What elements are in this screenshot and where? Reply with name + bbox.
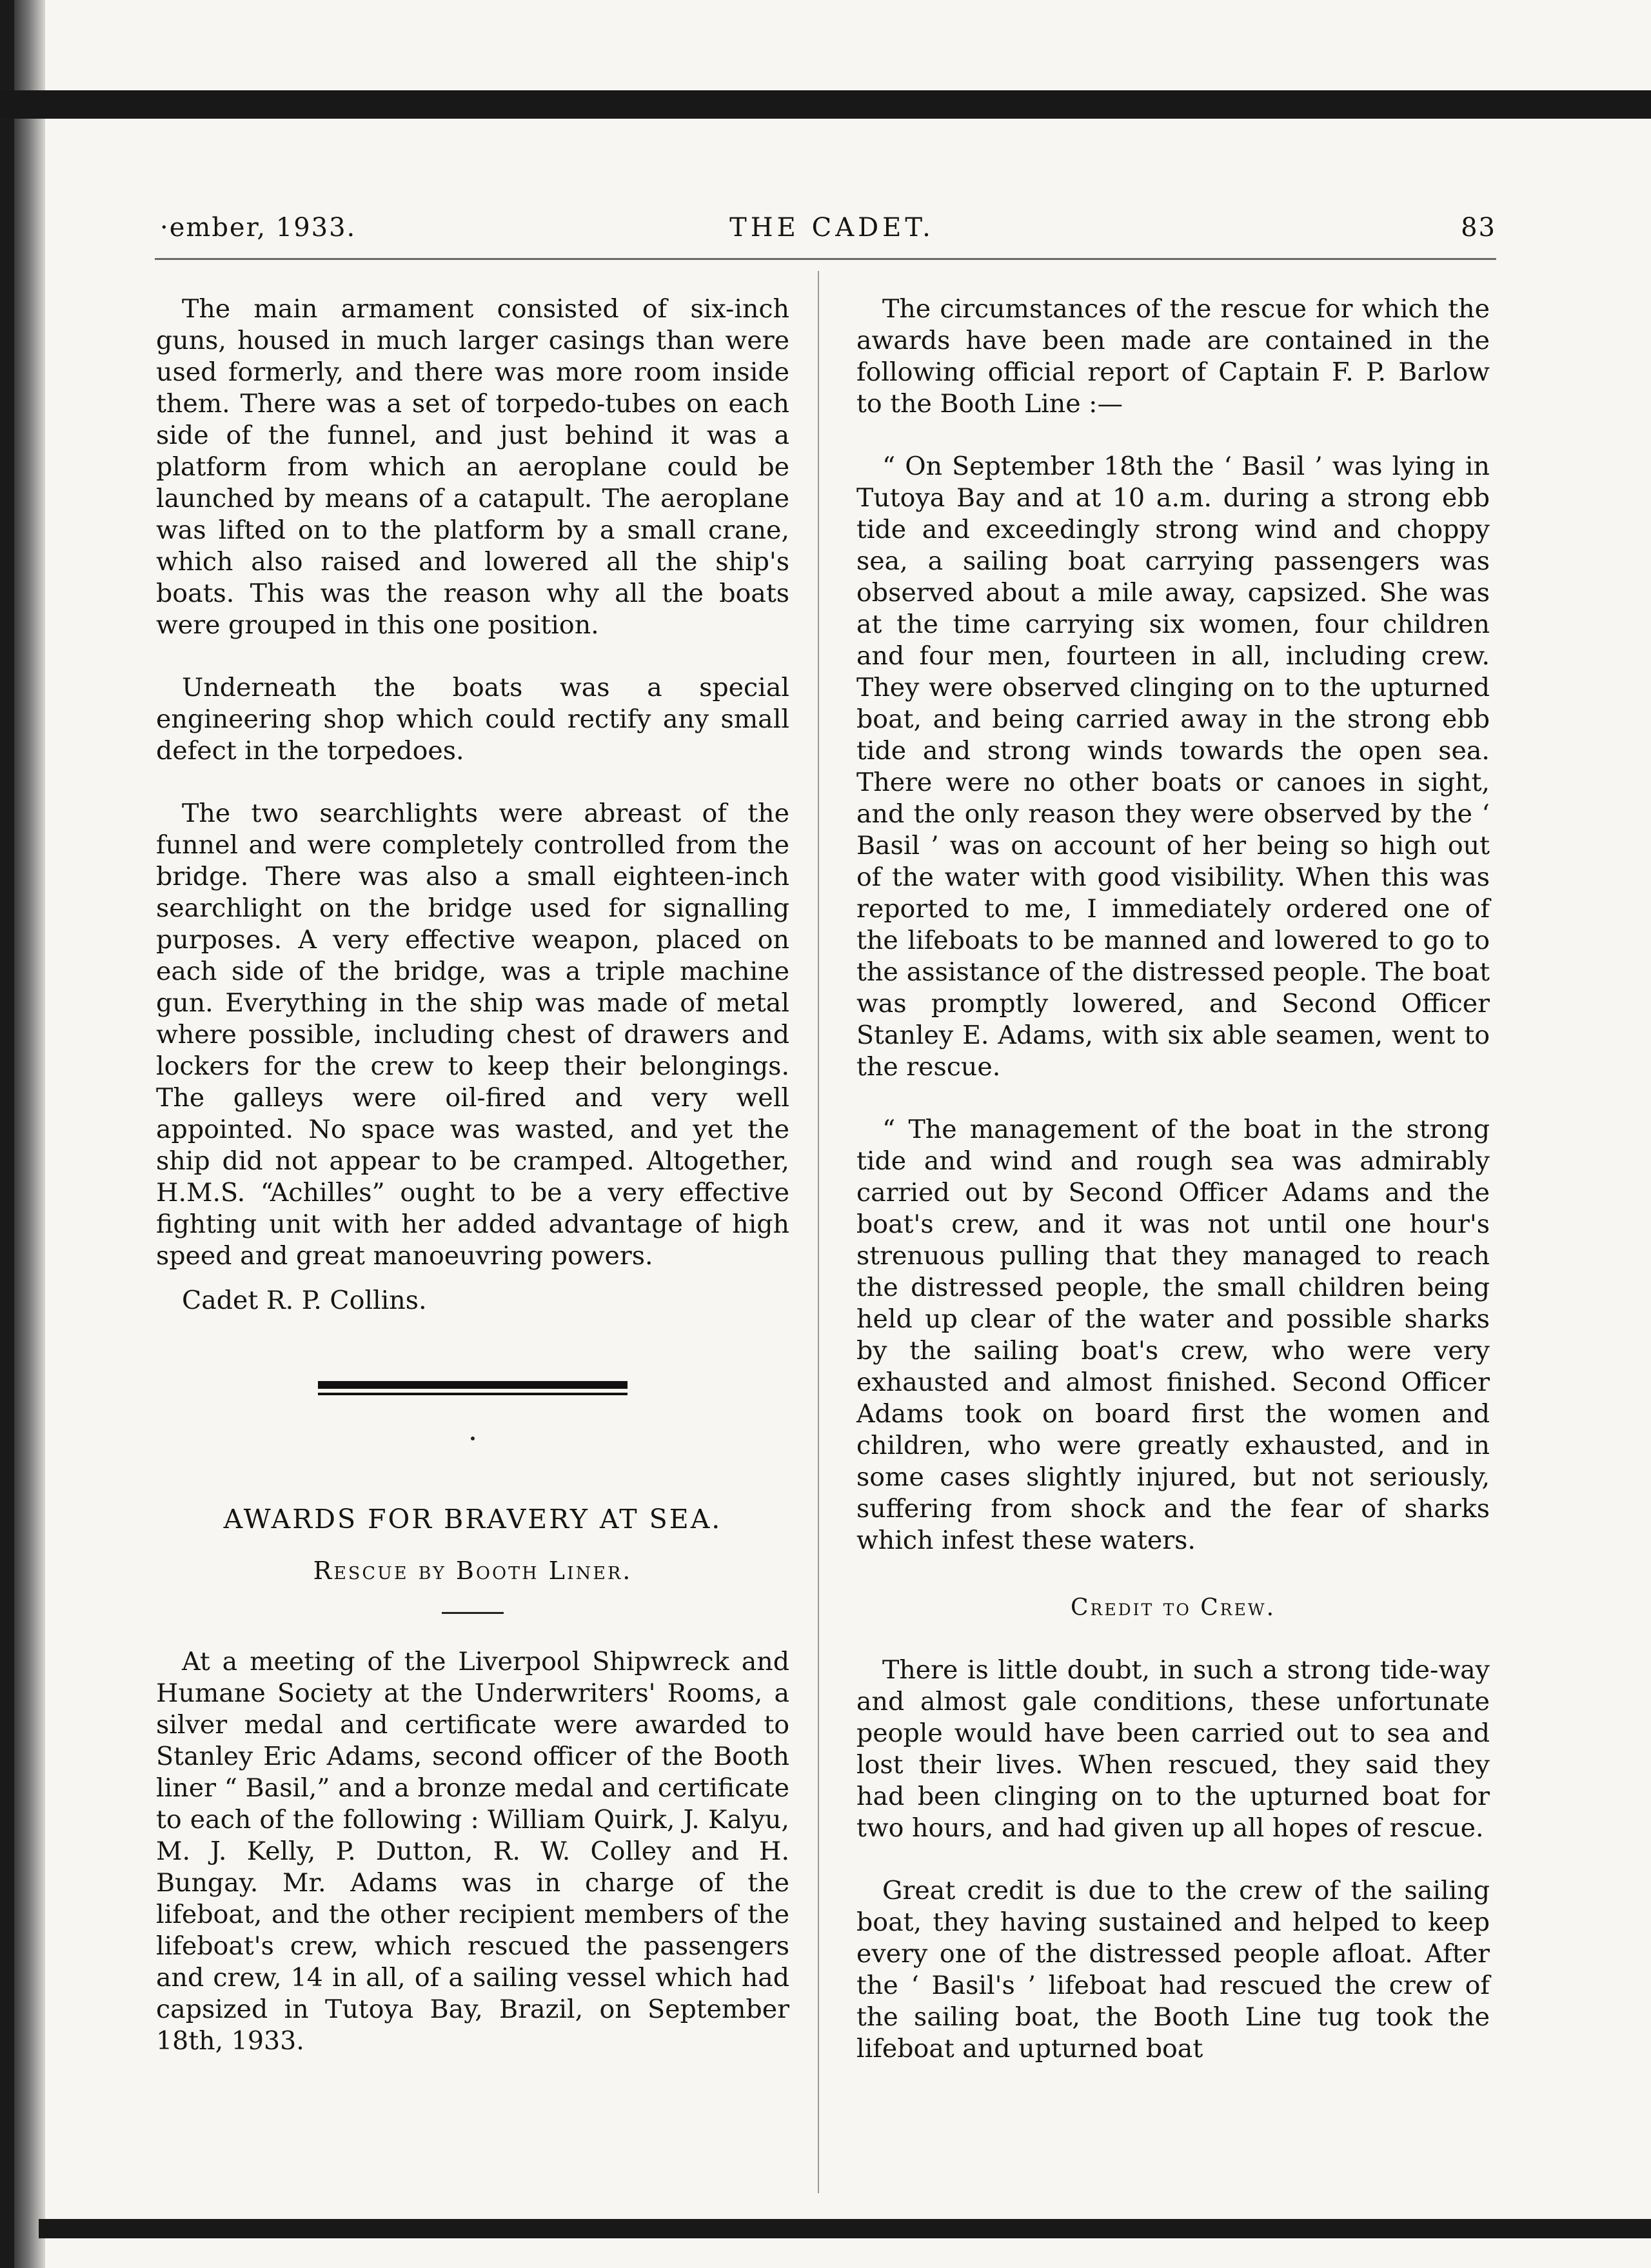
paragraph: Underneath the boats was a special engineering shop which could rectify any small defect in the torpedoes. <box>156 673 789 766</box>
article-subtitle: Rescue by Booth Liner. <box>313 1557 633 1585</box>
header-rule <box>155 258 1496 260</box>
article-title: AWARDS FOR BRAVERY AT SEA. <box>223 1504 722 1535</box>
paragraph: “ The management of the boat in the strong tide and wind and rough sea was admirably carried out by Second Officer Adams and the boat's crew, and it was not until one hour's strenuous pulling that they managed to reach the distressed people, the small children being held up clear of the water and possible sharks by the sailing boat's crew, who were very exhausted and almost finished. Second Officer Adams took on board first the women and children, who were greatly exhausted, and in some cases slightly injured, but not seriously, suffering from shock and the fear of sharks which infest these waters. <box>856 1115 1490 1555</box>
paragraph: The main armament consisted of six-inch guns, housed in much larger casings than were used formerly, and there was more room inside them. There was a set of torpedo-tubes on each side of the funnel, and just behind it was a platform from which an aeroplane could be launched by means of a catapult. The aeroplane was lifted on to the platform by a small crane, which also raised and lowered all the ship's boats. This was the reason why all the boats were grouped in this one position. <box>156 294 789 640</box>
paragraph: Great credit is due to the crew of the sailing boat, they having sustained and helped to keep every one of the distressed people afloat. After the ‘ Basil's ’ lifeboat had rescued the crew of the sailing boat, the Booth Line tug took the lifeboat and upturned boat <box>856 1876 1490 2064</box>
scan-left-binding <box>0 0 14 2268</box>
column-divider <box>818 271 819 2193</box>
header-title: THE CADET. <box>729 213 934 243</box>
scan-bottom-band <box>39 2219 1651 2238</box>
section-title: Credit to Crew. <box>1070 1595 1276 1621</box>
paragraph: The circumstances of the rescue for which the awards have been made are contained in the following official report of Captain F. P. Barlow to the Booth Line :— <box>856 294 1490 419</box>
paragraph: The two searchlights were abreast of the funnel and were completely controlled from the bridge. There was also a small eighteen-inch searchlight on the bridge used for signalling purposes. A very effective weapon, placed on each side of the bridge, was a triple machine gun. Everything in the ship was made of metal where possible, including chest of drawers and lockers for the crew to keep their belongings. The galleys were oil-fired and very well appointed. No space was wasted, and yet the ship did not appear to be cramped. Altogether, H.M.S. “Achilles” ought to be a very effective fighting unit with her added advantage of high speed and great manoeuvring powers. <box>156 799 789 1271</box>
paragraph: There is little doubt, in such a strong tide-way and almost gale conditions, these unfortunate people would have been carried out to sea and lost their lives. When rescued, they said they had been clinging on to the upturned boat for two hours, and had given up all hopes of rescue. <box>856 1655 1490 1843</box>
section-rule-thick <box>318 1381 628 1389</box>
header-date: ·ember, 1933. <box>160 213 357 243</box>
page-number: 83 <box>1461 213 1496 243</box>
author-signature: Cadet R. P. Collins. <box>182 1286 427 1315</box>
scan-top-band <box>0 90 1651 119</box>
paragraph: At a meeting of the Liverpool Shipwreck and Humane Society at the Underwriters' Rooms, a silver medal and certificate were awarded to Stanley Eric Adams, second officer of the Booth liner “ Basil,” and a bronze medal and certificate to each of the following : William Quirk, J. Kalyu, M. J. Kelly, P. Dutton, R. W. Colley and H. Bungay. Mr. Adams was in charge of the lifeboat, and the other recipient members of the lifeboat's crew, which rescued the passengers and crew, 14 in all, of a sailing vessel which had capsized in Tutoya Bay, Brazil, on September 18th, 1933. <box>156 1647 789 2056</box>
ornament-dot <box>471 1437 475 1440</box>
short-rule <box>442 1612 504 1614</box>
section-rule-thin <box>318 1393 628 1395</box>
left-column <box>156 293 789 2070</box>
right-column <box>856 293 1490 2078</box>
paragraph: “ On September 18th the ‘ Basil ’ was lying in Tutoya Bay and at 10 a.m. during a strong ebb tide and exceedingly strong wind and choppy sea, a sailing boat carrying passengers was observed about a mile away, capsized. She was at the time carrying six women, four children and four men, fourteen in all, including crew. They were observed clinging on to the upturned boat, and being carried away in the strong ebb tide and strong winds towards the open sea. There were no other boats or canoes in sight, and the only reason they were observed by the ‘ Basil ’ was on account of her being so high out of the water with good visibility. When this was reported to me, I immediately ordered one of the lifeboats to be manned and lowered to go to the assistance of the distressed people. The boat was promptly lowered, and Second Officer Stanley E. Adams, with six able seamen, went to the rescue. <box>856 452 1490 1082</box>
